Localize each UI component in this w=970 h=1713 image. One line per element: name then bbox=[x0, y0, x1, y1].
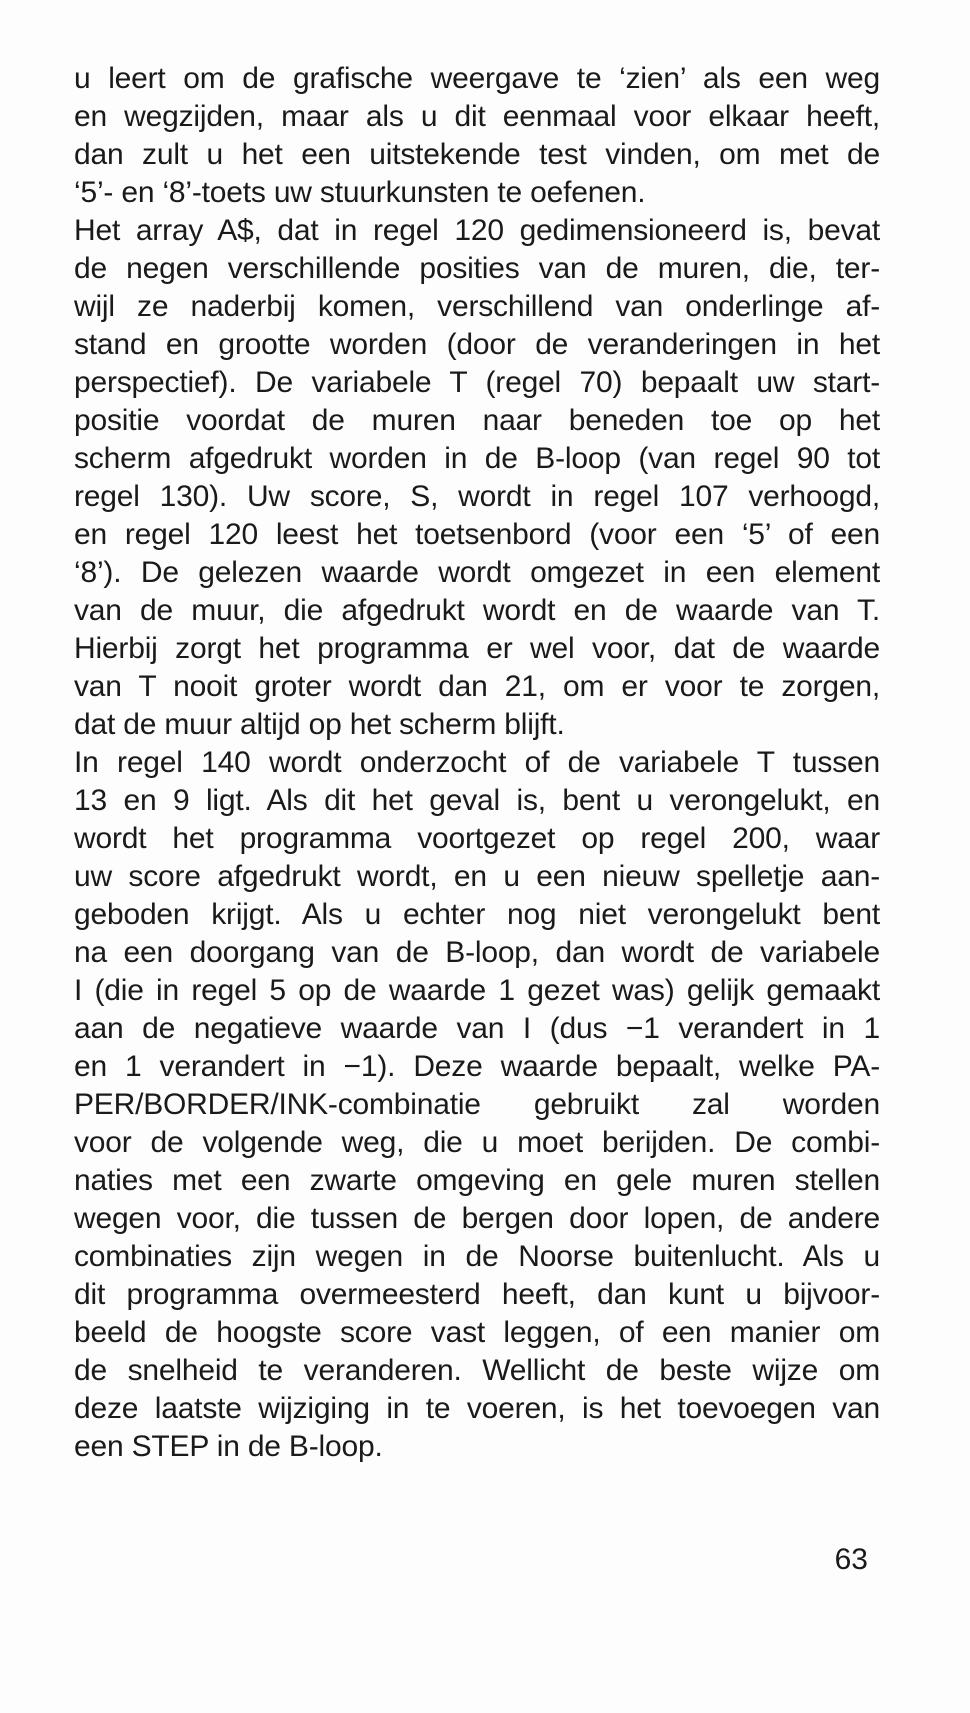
text-line: 13 en 9 ligt. Als dit het geval is, bent u verongelukt, en bbox=[74, 784, 880, 817]
text-line: dit programma overmeesterd heeft, dan kunt u bijvoor- bbox=[74, 1278, 880, 1311]
text-line: geboden krijgt. Als u echter nog niet verongelukt bent bbox=[74, 898, 880, 931]
text-line: dan zult u het een uitstekende test vinden, om met de bbox=[74, 138, 880, 171]
text-line: na een doorgang van de B-loop, dan wordt de variabele bbox=[74, 936, 880, 969]
text-line: uw score afgedrukt wordt, en u een nieuw spelletje aan- bbox=[74, 860, 880, 893]
text-line: van de muur, die afgedrukt wordt en de waarde van T. bbox=[74, 594, 880, 627]
text-line: beeld de hoogste score vast leggen, of een manier om bbox=[74, 1316, 880, 1349]
text-line: In regel 140 wordt onderzocht of de variabele T tussen bbox=[74, 746, 880, 779]
text-line: een STEP in de B-loop. bbox=[74, 1430, 383, 1463]
text-line: de negen verschillende posities van de muren, die, ter- bbox=[74, 252, 880, 285]
text-line: en wegzijden, maar als u dit eenmaal voor elkaar heeft, bbox=[74, 100, 880, 133]
text-line: ‘8’). De gelezen waarde wordt omgezet in een element bbox=[74, 556, 880, 589]
text-line: wordt het programma voortgezet op regel 200, waar bbox=[74, 822, 880, 855]
page-number: 63 bbox=[834, 1543, 868, 1576]
text-line: positie voordat de muren naar beneden toe op het bbox=[74, 404, 880, 437]
text-line: de snelheid te veranderen. Wellicht de beste wijze om bbox=[74, 1354, 880, 1387]
text-line: en regel 120 leest het toetsenbord (voor een ‘5’ of een bbox=[74, 518, 880, 551]
text-line: stand en grootte worden (door de veranderingen in het bbox=[74, 328, 880, 361]
text-line: PER/BORDER/INK-combinatie gebruikt zal worden bbox=[74, 1088, 880, 1121]
paragraph-2 bbox=[74, 212, 880, 744]
text-line: u leert om de grafische weergave te ‘zien’ als een weg bbox=[74, 62, 880, 95]
text-line: I (die in regel 5 op de waarde 1 gezet was) gelijk gemaakt bbox=[74, 974, 880, 1007]
text-line: wegen voor, die tussen de bergen door lopen, de andere bbox=[74, 1202, 880, 1235]
body-text bbox=[74, 60, 880, 1466]
text-line: regel 130). Uw score, S, wordt in regel 107 verhoogd, bbox=[74, 480, 880, 513]
paragraph-1 bbox=[74, 60, 880, 212]
text-line: en 1 verandert in −1). Deze waarde bepaalt, welke PA- bbox=[74, 1050, 880, 1083]
text-line: aan de negatieve waarde van I (dus −1 verandert in 1 bbox=[74, 1012, 880, 1045]
text-line: scherm afgedrukt worden in de B-loop (van regel 90 tot bbox=[74, 442, 880, 475]
text-line: naties met een zwarte omgeving en gele muren stellen bbox=[74, 1164, 880, 1197]
text-line: wijl ze naderbij komen, verschillend van onderlinge af- bbox=[74, 290, 880, 323]
text-line: voor de volgende weg, die u moet berijden. De combi- bbox=[74, 1126, 880, 1159]
text-line: perspectief). De variabele T (regel 70) bepaalt uw start- bbox=[74, 366, 880, 399]
text-line: van T nooit groter wordt dan 21, om er voor te zorgen, bbox=[74, 670, 880, 703]
text-line: Hierbij zorgt het programma er wel voor, dat de waarde bbox=[74, 632, 880, 665]
paragraph-3 bbox=[74, 744, 880, 1466]
text-line: dat de muur altijd op het scherm blijft. bbox=[74, 708, 565, 741]
text-line: Het array A$, dat in regel 120 gedimensioneerd is, bevat bbox=[74, 214, 880, 247]
text-line: ‘5’- en ‘8’-toets uw stuurkunsten te oefenen. bbox=[74, 176, 646, 209]
text-line: deze laatste wijziging in te voeren, is het toevoegen van bbox=[74, 1392, 880, 1425]
text-line: combinaties zijn wegen in de Noorse buitenlucht. Als u bbox=[74, 1240, 880, 1273]
